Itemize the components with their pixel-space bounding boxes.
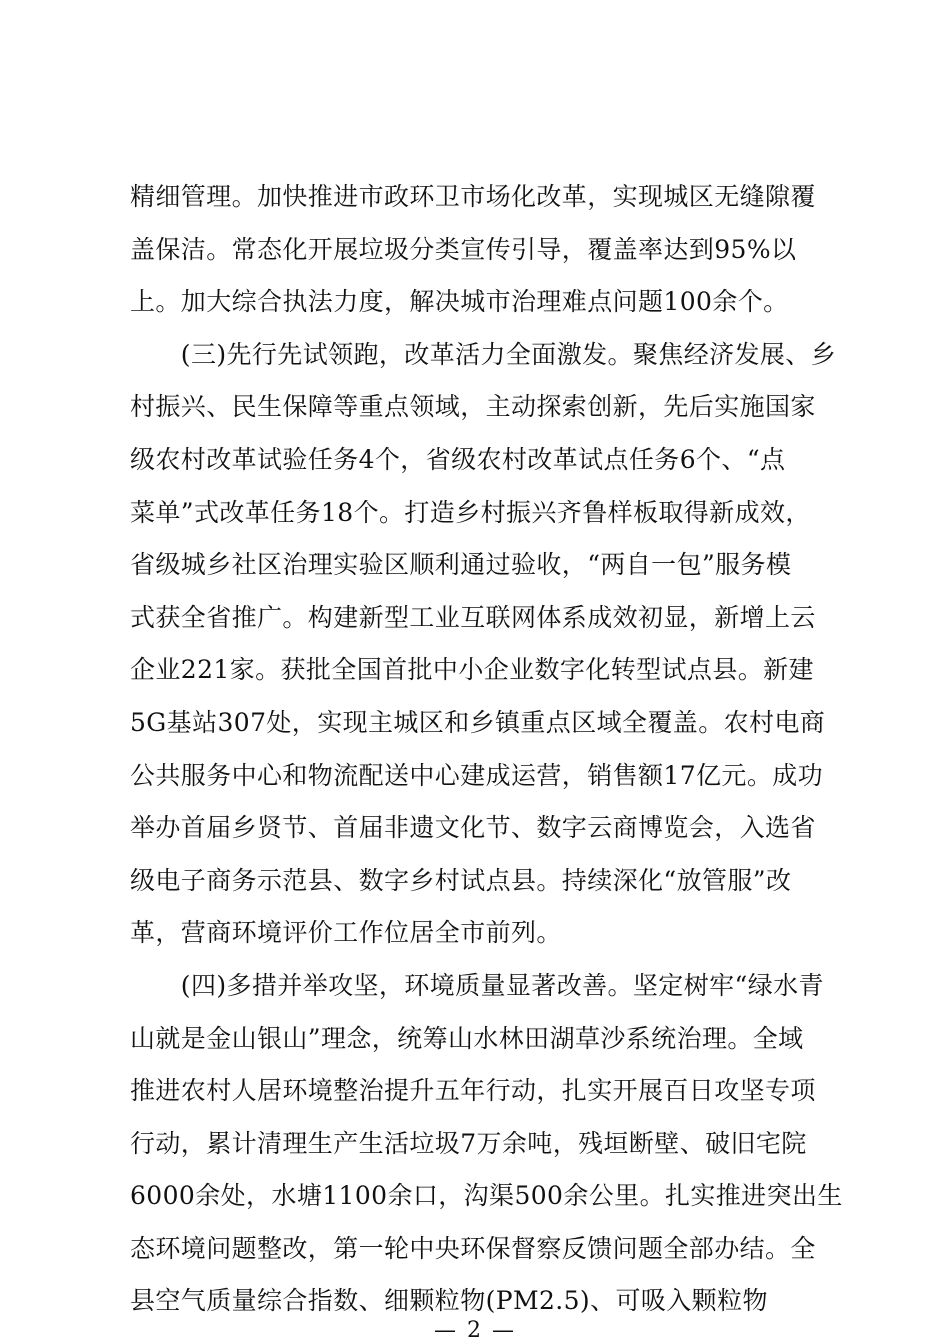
text-line: 级电子商务示范县、数字乡村试点县。持续深化“放管服”改	[130, 865, 792, 895]
text-line: 态环境问题整改，第一轮中央环保督察反馈问题全部办结。全	[130, 1233, 816, 1263]
text-line: 精细管理。加快推进市政环卫市场化改革，实现城区无缝隙覆	[130, 182, 816, 211]
body-text	[130, 171, 843, 1328]
text-line: 村振兴、民生保障等重点领域，主动探索创新，先后实施国家	[130, 392, 816, 422]
text-line: 5G基站307处，实现主城区和乡镇重点区域全覆盖。农村电商	[130, 707, 826, 737]
text-line: 省级城乡社区治理实验区顺利通过验收，“两自一包”服务模	[130, 550, 792, 580]
text-line: 推进农村人居环境整治提升五年行动，扎实开展百日攻坚专项	[130, 1076, 816, 1106]
text-line: 6000余处，水塘1100余口，沟渠500余公里。扎实推进突出生	[130, 1181, 843, 1211]
text-line: 行动，累计清理生产生活垃圾7万余吨，残垣断壁、破旧宅院	[130, 1128, 807, 1158]
text-line: (四)多措并举攻坚，环境质量显著改善。坚定树牢“绿水青	[130, 970, 824, 1000]
text-line: 公共服务中心和物流配送中心建成运营，销售额17亿元。成功	[130, 760, 824, 790]
text-line: 菜单”式改革任务18个。打造乡村振兴齐鲁样板取得新成效，	[130, 497, 811, 527]
text-line: 举办首届乡贤节、首届非遗文化节、数字云商博览会，入选省	[130, 813, 816, 843]
text-line: 县空气质量综合指数、细颗粒物(PM2.5)、可吸入颗粒物	[130, 1286, 768, 1316]
text-line: 企业221家。获批全国首批中小企业数字化转型试点县。新建	[130, 655, 814, 685]
page-number: — 2 —	[434, 1318, 516, 1343]
text-line: 革，营商环境评价工作位居全市前列。	[130, 918, 562, 948]
text-line: 级农村改革试验任务4个，省级农村改革试点任务6个、“点	[130, 444, 786, 474]
text-line: 盖保洁。常态化开展垃圾分类宣传引导，覆盖率达到95%以	[130, 234, 797, 264]
text-line: 式获全省推广。构建新型工业互联网体系成效初显，新增上云	[130, 602, 816, 632]
text-line: 山就是金山银山”理念，统筹山水林田湖草沙系统治理。全域	[130, 1023, 804, 1053]
text-line: 上。加大综合执法力度，解决城市治理难点问题100余个。	[130, 287, 789, 317]
text-line: (三)先行先试领跑，改革活力全面激发。聚焦经济发展、乡	[130, 339, 837, 369]
